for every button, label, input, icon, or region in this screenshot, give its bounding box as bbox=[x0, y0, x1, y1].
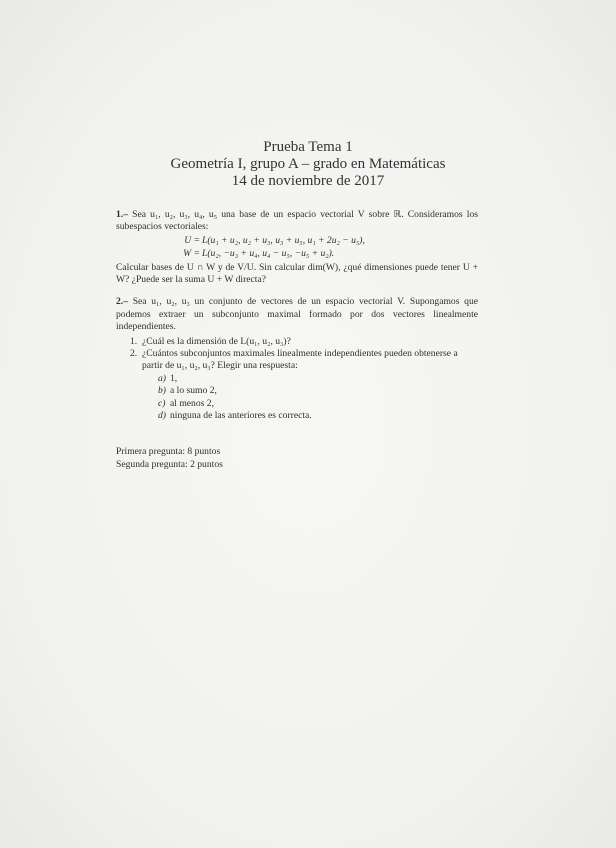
equation-w bbox=[116, 248, 478, 260]
exam-title: Prueba Tema 1 bbox=[263, 139, 353, 155]
answer-option bbox=[158, 410, 478, 422]
equation-u-lhs: U = bbox=[184, 234, 200, 246]
equation-u-rhs: L(u₁ + u₂, u₂ + u₃, u₃ + u₅, u₁ + 2u₂ − u₅), bbox=[202, 234, 365, 246]
equation-w-rhs: L(u₂, −u₃ + u₄, u₄ − u₅, −u₅ + u₂). bbox=[202, 248, 335, 260]
list-item bbox=[130, 348, 478, 422]
answer-option-text: al menos 2, bbox=[170, 397, 214, 409]
answer-option-text: a lo sumo 2, bbox=[170, 385, 217, 397]
exam-subtitle: Geometría I, grupo A – grado en Matemáticas bbox=[170, 156, 446, 172]
exam-body bbox=[116, 209, 478, 471]
answer-option-letter: a) bbox=[158, 372, 166, 384]
question-1 bbox=[116, 209, 478, 286]
question-2-items bbox=[130, 336, 478, 423]
answer-option-text: ninguna de las anteriores es correcta. bbox=[170, 410, 312, 422]
question-1-task: Calcular bases de U ∩ W y de V/U. Sin calcular dim(W), ¿qué dimensiones puede tener U + W? ¿Puede ser la suma U + W directa? bbox=[116, 261, 478, 285]
score-first: Primera pregunta: 8 puntos bbox=[116, 446, 221, 458]
answer-option bbox=[158, 385, 478, 397]
question-2 bbox=[116, 296, 478, 422]
list-item-text: ¿Cuántos subconjuntos maximales linealmente independientes pueden obtenerse a partir de u₁, u₂, u₃? Elegir una respuesta: bbox=[142, 348, 458, 372]
list-item-number: 1. bbox=[130, 335, 138, 347]
score-second: Segunda pregunta: 2 puntos bbox=[116, 458, 223, 470]
answer-options bbox=[158, 373, 478, 423]
exam-date: 14 de noviembre de 2017 bbox=[231, 173, 385, 189]
answer-option bbox=[158, 398, 478, 410]
equation-u bbox=[116, 235, 478, 247]
answer-option bbox=[158, 373, 478, 385]
answer-option-letter: c) bbox=[158, 397, 166, 409]
list-item bbox=[130, 336, 478, 348]
question-2-intro bbox=[116, 296, 478, 333]
question-2-number: 2.– bbox=[116, 296, 128, 308]
exam-header bbox=[0, 139, 616, 190]
question-2-intro-text: Sea u₁, u₂, u₃ un conjunto de vectores de un espacio vectorial V. Supongamos que podemos extraer un subconjunto maximal formado por dos vectores linealmente independientes. bbox=[116, 296, 478, 333]
question-1-intro-text: Sea u₁, u₂, u₃, u₄, u₅ una base de un espacio vectorial V sobre ℝ. Consideramos los subespacios vectoriales: bbox=[116, 209, 478, 233]
equation-w-lhs: W = bbox=[183, 248, 200, 260]
score-breakdown bbox=[116, 446, 478, 471]
answer-option-letter: d) bbox=[158, 410, 166, 422]
answer-option-letter: b) bbox=[158, 385, 166, 397]
answer-option-text: 1, bbox=[170, 372, 178, 384]
list-item-number: 2. bbox=[130, 348, 138, 360]
list-item-text: ¿Cuál es la dimensión de L(u₁, u₂, u₃)? bbox=[142, 335, 291, 347]
question-1-number: 1.– bbox=[116, 209, 128, 220]
question-1-intro bbox=[116, 209, 478, 234]
